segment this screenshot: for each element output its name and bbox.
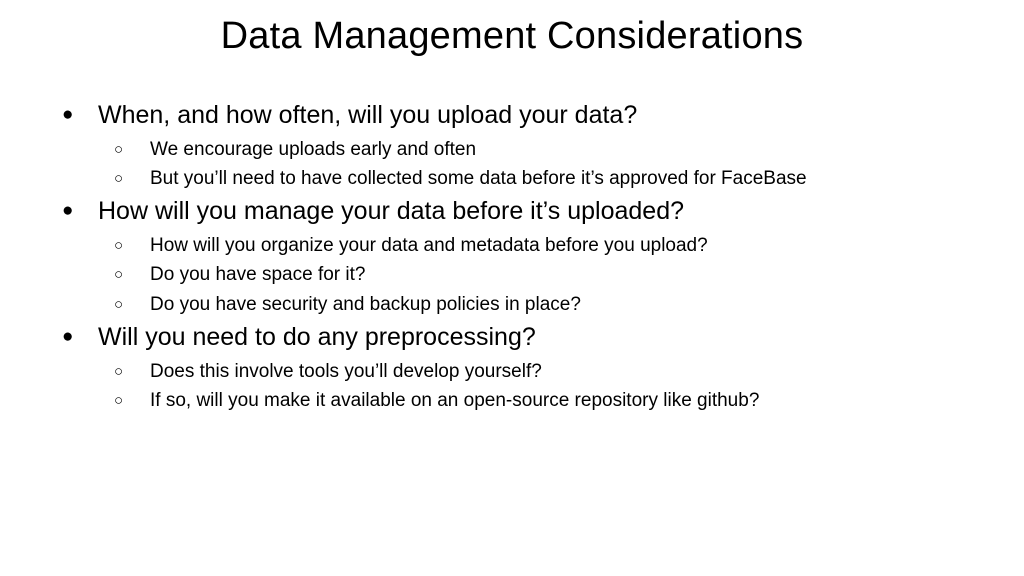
sub-bullet-list [98, 233, 990, 318]
list-item-label: We encourage uploads early and often [150, 138, 477, 160]
page-title: Data Management Considerations [220, 15, 804, 57]
bullet-point-icon: ● [62, 200, 74, 222]
list-item-label: How will you manage your data before it’s uploaded? [98, 197, 685, 226]
sub-bullet-point-icon: ○ [114, 140, 124, 158]
sub-bullet-point-icon: ○ [114, 296, 124, 314]
bullet-list [40, 96, 990, 414]
bullet-point-icon: ● [62, 326, 74, 348]
list-item [40, 321, 990, 414]
sub-bullet-list [98, 137, 990, 193]
list-item-label: But you’ll need to have collected some data before it’s approved for FaceBase [150, 168, 807, 190]
list-item-label: Do you have space for it? [150, 264, 366, 286]
list-item-label: If so, will you make it available on an open-source repository like github? [150, 390, 760, 412]
list-item [98, 262, 990, 288]
list-item-label: How will you organize your data and metadata before you upload? [150, 234, 708, 256]
list-item-label: Does this involve tools you’ll develop yourself? [150, 360, 542, 382]
list-item [40, 99, 990, 192]
sub-bullet-point-icon: ○ [114, 362, 124, 380]
sub-bullet-list [98, 359, 990, 415]
list-item-label: Will you need to do any preprocessing? [98, 323, 536, 352]
list-item [98, 137, 990, 163]
list-item [98, 359, 990, 385]
bullet-point-icon: ● [62, 104, 74, 125]
list-item [98, 233, 990, 259]
sub-bullet-point-icon: ○ [114, 236, 124, 254]
list-item-label: Do you have security and backup policies in place? [150, 294, 581, 316]
list-item [98, 388, 990, 414]
sub-bullet-point-icon: ○ [114, 170, 124, 188]
sub-bullet-point-icon: ○ [114, 392, 124, 410]
list-item [40, 195, 990, 318]
list-item [98, 166, 990, 192]
sub-bullet-point-icon: ○ [114, 266, 124, 284]
list-item-label: When, and how often, will you upload your data? [98, 101, 638, 129]
list-item [98, 292, 990, 318]
